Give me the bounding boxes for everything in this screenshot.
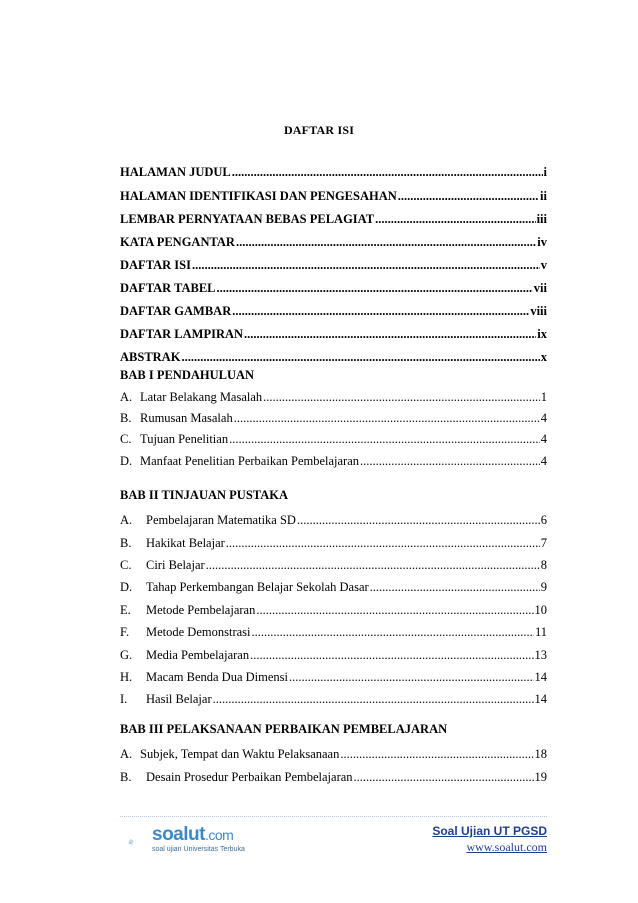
dot-leader [232, 164, 543, 180]
toc-row-bab1-d[interactable] [120, 453, 547, 469]
toc-page: 4 [540, 432, 547, 446]
dot-leader [206, 557, 540, 573]
toc-label-group [120, 669, 288, 685]
table-of-contents [120, 0, 550, 903]
item-letter: F. [120, 625, 130, 639]
toc-row-abstrak[interactable] [120, 349, 547, 365]
toc-page: v [540, 258, 547, 272]
toc-page: 14 [534, 692, 547, 706]
item-letter: E. [120, 603, 131, 617]
toc-label: Desain Prosedur Perbaikan Pembelajaran [146, 770, 353, 784]
toc-page: 8 [540, 558, 547, 572]
toc-label: Hakikat Belajar [146, 536, 225, 550]
item-letter: C. [120, 432, 132, 446]
toc-label: HALAMAN JUDUL [120, 165, 231, 179]
toc-label-group [120, 746, 339, 762]
toc-page: 18 [534, 747, 547, 761]
toc-label: DAFTAR ISI [120, 258, 191, 272]
toc-label-group [120, 410, 233, 426]
toc-page: 13 [534, 648, 547, 662]
dot-leader [192, 257, 540, 273]
toc-label-group [120, 602, 255, 618]
toc-page: 7 [540, 536, 547, 550]
dot-leader [217, 280, 533, 296]
dot-leader [297, 512, 540, 528]
toc-label: Tahap Perkembangan Belajar Sekolah Dasar [146, 580, 369, 594]
dot-leader [256, 602, 533, 618]
toc-label: Rumusan Masalah [140, 411, 233, 425]
dot-leader [234, 410, 540, 426]
toc-page: x [540, 350, 547, 364]
toc-label-group [120, 453, 359, 469]
toc-row-halaman-judul[interactable] [120, 164, 547, 180]
toc-label: Media Pembelajaran [146, 648, 250, 662]
dot-leader [370, 579, 540, 595]
toc-page: vii [533, 281, 547, 295]
toc-label-group [120, 769, 353, 785]
chapter-heading-bab3: BAB III PELAKSANAAN PERBAIKAN PEMBELAJARAN [120, 722, 448, 736]
toc-row-bab2-d[interactable] [120, 579, 547, 595]
item-letter: B. [120, 411, 132, 425]
dot-leader [375, 211, 535, 227]
soalut-logo-icon[interactable] [128, 824, 154, 858]
toc-label: Hasil Belajar [146, 692, 212, 706]
toc-page: 19 [534, 770, 547, 784]
toc-page: iii [536, 212, 547, 226]
toc-label: Pembelajaran Matematika SD [146, 513, 296, 527]
toc-row-daftar-gambar[interactable] [120, 303, 547, 319]
toc-label: KATA PENGANTAR [120, 235, 235, 249]
page-title: DAFTAR ISI [283, 123, 355, 137]
toc-label: Tujuan Penelitian [140, 432, 229, 446]
toc-row-bab2-c[interactable] [120, 557, 547, 573]
chapter-heading-bab1: BAB I PENDAHULUAN [120, 368, 255, 382]
toc-row-pernyataan[interactable] [120, 211, 547, 227]
dot-leader [181, 349, 539, 365]
toc-label: Metode Demonstrasi [146, 625, 251, 639]
toc-row-bab2-g[interactable] [120, 647, 547, 663]
toc-row-kata-pengantar[interactable] [120, 234, 547, 250]
toc-row-bab2-f[interactable] [120, 624, 547, 640]
dot-leader [213, 691, 534, 707]
toc-page: 9 [540, 580, 547, 594]
toc-label-group [120, 431, 228, 447]
logo-tld: .com [204, 827, 234, 843]
dot-leader [252, 624, 534, 640]
item-letter: A. [120, 747, 133, 761]
dot-leader [232, 303, 529, 319]
item-letter: C. [120, 558, 132, 572]
dot-leader [250, 647, 533, 663]
toc-label: Latar Belakang Masalah [140, 390, 263, 404]
toc-label: DAFTAR TABEL [120, 281, 216, 295]
dot-leader [226, 535, 540, 551]
toc-row-daftar-isi[interactable] [120, 257, 547, 273]
toc-page: 14 [534, 670, 547, 684]
toc-label-group [120, 557, 205, 573]
toc-page: 6 [540, 513, 547, 527]
toc-label: Manfaat Penelitian Perbaikan Pembelajaran [140, 454, 360, 468]
toc-label: Subjek, Tempat dan Waktu Pelaksanaan [140, 747, 340, 761]
toc-label: ABSTRAK [120, 350, 181, 364]
dot-leader [229, 431, 540, 447]
toc-row-bab3-a[interactable] [120, 746, 547, 762]
footer-title-link[interactable]: Soal Ujian UT PGSD [432, 824, 547, 838]
toc-page: 1 [540, 390, 547, 404]
toc-page: ii [540, 189, 547, 203]
footer-url-link[interactable]: www.soalut.com [466, 840, 547, 854]
toc-row-bab2-i[interactable] [120, 691, 547, 707]
toc-row-daftar-lampiran[interactable] [120, 326, 547, 342]
dot-leader [244, 326, 536, 342]
toc-label: Macam Benda Dua Dimensi [146, 670, 288, 684]
toc-row-daftar-tabel[interactable] [120, 280, 547, 296]
dot-leader [398, 188, 539, 204]
item-letter: A. [120, 513, 133, 527]
logo-name: soalut [152, 824, 205, 845]
dot-leader [289, 669, 534, 685]
toc-label: Metode Pembelajaran [146, 603, 256, 617]
dot-leader [354, 769, 534, 785]
item-letter: D. [120, 454, 133, 468]
toc-row-bab2-b[interactable] [120, 535, 547, 551]
toc-row-bab2-a[interactable] [120, 512, 547, 528]
toc-page: 11 [534, 625, 547, 639]
item-letter: B. [120, 770, 132, 784]
toc-row-identifikasi[interactable] [120, 188, 547, 204]
toc-page: i [543, 165, 547, 179]
toc-label: LEMBAR PERNYATAAN BEBAS PELAGIAT [120, 212, 375, 226]
toc-label-group [120, 647, 249, 663]
toc-page: viii [530, 304, 547, 318]
item-letter: D. [120, 580, 133, 594]
toc-row-bab2-e[interactable] [120, 602, 547, 618]
toc-label-group [120, 512, 296, 528]
item-letter: G. [120, 648, 133, 662]
toc-row-bab3-b[interactable] [120, 769, 547, 785]
toc-label: DAFTAR GAMBAR [120, 304, 232, 318]
toc-label-group [120, 624, 251, 640]
dot-leader [340, 746, 533, 762]
toc-page: 4 [540, 411, 547, 425]
chapter-heading-bab2: BAB II TINJAUAN PUSTAKA [120, 488, 288, 502]
toc-label-group [120, 389, 262, 405]
footer-site-info [432, 824, 547, 855]
toc-page: iv [537, 235, 547, 249]
toc-label-group [120, 691, 212, 707]
logo-tagline: soal ujian Universitas Terbuka [152, 846, 245, 853]
dot-leader [236, 234, 536, 250]
item-letter: H. [120, 670, 133, 684]
toc-page: 10 [534, 603, 547, 617]
toc-page: 4 [540, 454, 547, 468]
dot-leader [263, 389, 540, 405]
logo-wordmark[interactable] [152, 824, 233, 846]
footer-divider [120, 816, 547, 817]
toc-row-bab1-b[interactable] [120, 410, 547, 426]
item-letter: I. [120, 692, 128, 706]
toc-row-bab1-a[interactable] [120, 389, 547, 405]
item-letter: A. [120, 390, 133, 404]
item-letter: B. [120, 536, 132, 550]
toc-row-bab2-h[interactable] [120, 669, 547, 685]
toc-label: Ciri Belajar [146, 558, 205, 572]
toc-page: ix [537, 327, 547, 341]
toc-label: HALAMAN IDENTIFIKASI DAN PENGESAHAN [120, 189, 397, 203]
toc-label: DAFTAR LAMPIRAN [120, 327, 244, 341]
toc-label-group [120, 579, 369, 595]
dot-leader [360, 453, 540, 469]
toc-label-group [120, 535, 225, 551]
toc-row-bab1-c[interactable] [120, 431, 547, 447]
